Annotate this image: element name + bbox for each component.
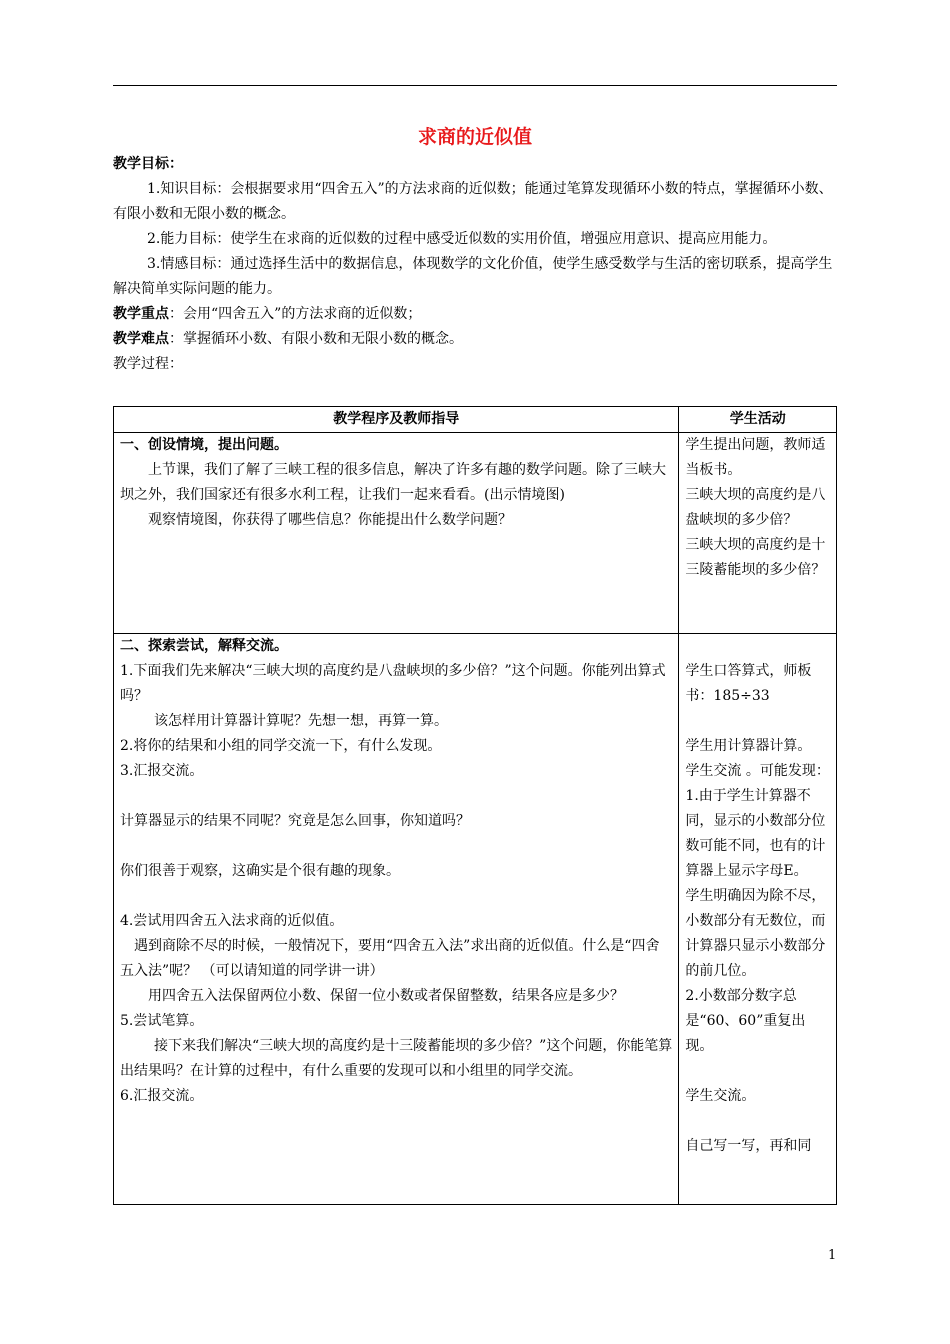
spacer — [120, 884, 672, 909]
section1-paragraph: 观察情境图，你获得了哪些信息？你能提出什么数学问题？ — [148, 512, 512, 528]
header-student: 学生活动 — [679, 407, 837, 433]
section2-line: 3.汇报交流。 — [120, 763, 204, 779]
section2-line: 接下来我们解决“三峡大坝的高度约是十三陵蓄能坝的多少倍？”这个问题，你能笔算出结果吗？在计算的过程中，有什么重要的发现可以和小组里的同学交流。 — [120, 1038, 673, 1079]
section1-student-line: 学生提出问题，教师适当板书。 — [685, 437, 826, 478]
section1-student-line: 三峡大坝的高度约是八盘峡坝的多少倍？ — [685, 487, 826, 528]
section2-line: 2.将你的结果和小组的同学交流一下，有什么发现。 — [120, 738, 442, 754]
section2-student-line: 学生交流 。可能发现： — [685, 763, 830, 779]
section2-student-line: 自己写一写，再和同 — [685, 1138, 812, 1154]
spacer — [685, 1059, 830, 1084]
page-title: 求商的近似值 — [417, 126, 532, 148]
section2-line: 1.下面我们先来解决“三峡大坝的高度约是八盘峡坝的多少倍？”这个问题。你能列出算式吗？ — [120, 663, 666, 704]
section1-student-line: 三峡大坝的高度约是十三陵蓄能坝的多少倍？ — [685, 537, 826, 578]
objective-1: 1.知识目标：会根据要求用“四舍五入”的方法求商的近似数；能通过笔算发现循环小数的特点，掌握循环小数、有限小数和无限小数的概念。 — [113, 181, 833, 222]
section1-paragraph: 上节课，我们了解了三峡工程的很多信息，解决了许多有趣的数学问题。除了三峡大坝之外，我们国家还有很多水利工程，让我们一起来看看。(出示情境图) — [120, 462, 666, 503]
table-row — [114, 634, 837, 1205]
intro-section — [113, 152, 837, 377]
section2-line: 该怎样用计算器计算呢？先想一想，再算一算。 — [154, 713, 448, 729]
objective-3: 3.情感目标：通过选择生活中的数据信息，体现数学的文化价值，使学生感受数学与生活的密切联系，提高学生解决简单实际问题的能力。 — [113, 256, 833, 297]
spacer — [120, 784, 672, 809]
difficulty — [113, 327, 837, 352]
section2-line: 5.尝试笔算。 — [120, 1013, 204, 1029]
section2-line: 6.汇报交流。 — [120, 1088, 204, 1104]
section2-line: 遇到商除不尽的时候，一般情况下，要用“四舍五入法”求出商的近似值。什么是“四舍五入法”呢？ （可以请知道的同学讲一讲） — [120, 938, 660, 979]
section2-student-cell — [679, 634, 837, 1205]
section2-line: 用四舍五入法保留两位小数、保留一位小数或者保留整数，结果各应是多少？ — [148, 988, 624, 1004]
key-point — [113, 302, 837, 327]
difficulty-label: 教学难点 — [113, 331, 169, 347]
table-header-row — [114, 407, 837, 433]
section2-student-line: 学生明确因为除不尽，小数部分有无数位，而计算器只显示小数部分的前几位。 — [685, 888, 826, 979]
section1-student-cell — [679, 433, 837, 634]
section2-line: 计算器显示的结果不同呢？究竟是怎么回事，你知道吗？ — [120, 813, 470, 829]
section2-line: 4.尝试用四舍五入法求商的近似值。 — [120, 913, 344, 929]
section2-student-line: 2.小数部分数字总是“60、60”重复出现。 — [685, 988, 806, 1054]
key-point-label: 教学重点 — [113, 306, 169, 322]
spacer — [685, 709, 830, 734]
section2-teacher-cell — [114, 634, 679, 1205]
page-number: 1 — [828, 1248, 837, 1263]
objectives-heading: 教学目标： — [113, 156, 183, 172]
table-row — [114, 433, 837, 634]
objective-2: 2.能力目标：使学生在求商的近似数的过程中感受近似数的实用价值，增强应用意识、提高应用能力。 — [147, 231, 777, 247]
section2-student-line: 学生用计算器计算。 — [685, 738, 812, 754]
spacer — [120, 834, 672, 859]
process-heading: 教学过程： — [113, 356, 183, 372]
section2-student-line: 学生交流。 — [685, 1088, 756, 1104]
header-teacher: 教学程序及教师指导 — [114, 407, 679, 433]
section2-student-line: 1.由于学生计算器不同，显示的小数部分位数可能不同，也有的计算器上显示字母E。 — [685, 788, 826, 879]
header-rule — [113, 85, 837, 86]
section1-teacher-cell — [114, 433, 679, 634]
spacer — [685, 1109, 830, 1134]
key-point-text: ：会用“四舍五入”的方法求商的近似数； — [169, 306, 422, 322]
spacer — [685, 634, 830, 659]
difficulty-text: ：掌握循环小数、有限小数和无限小数的概念。 — [169, 331, 463, 347]
section2-heading: 二、探索尝试，解释交流。 — [120, 638, 288, 654]
section1-heading: 一、创设情境，提出问题。 — [120, 437, 288, 453]
lesson-table — [113, 406, 837, 1205]
section2-line: 你们很善于观察，这确实是个很有趣的现象。 — [120, 863, 400, 879]
section2-student-line: 学生口答算式，师板书：185÷33 — [685, 663, 812, 704]
